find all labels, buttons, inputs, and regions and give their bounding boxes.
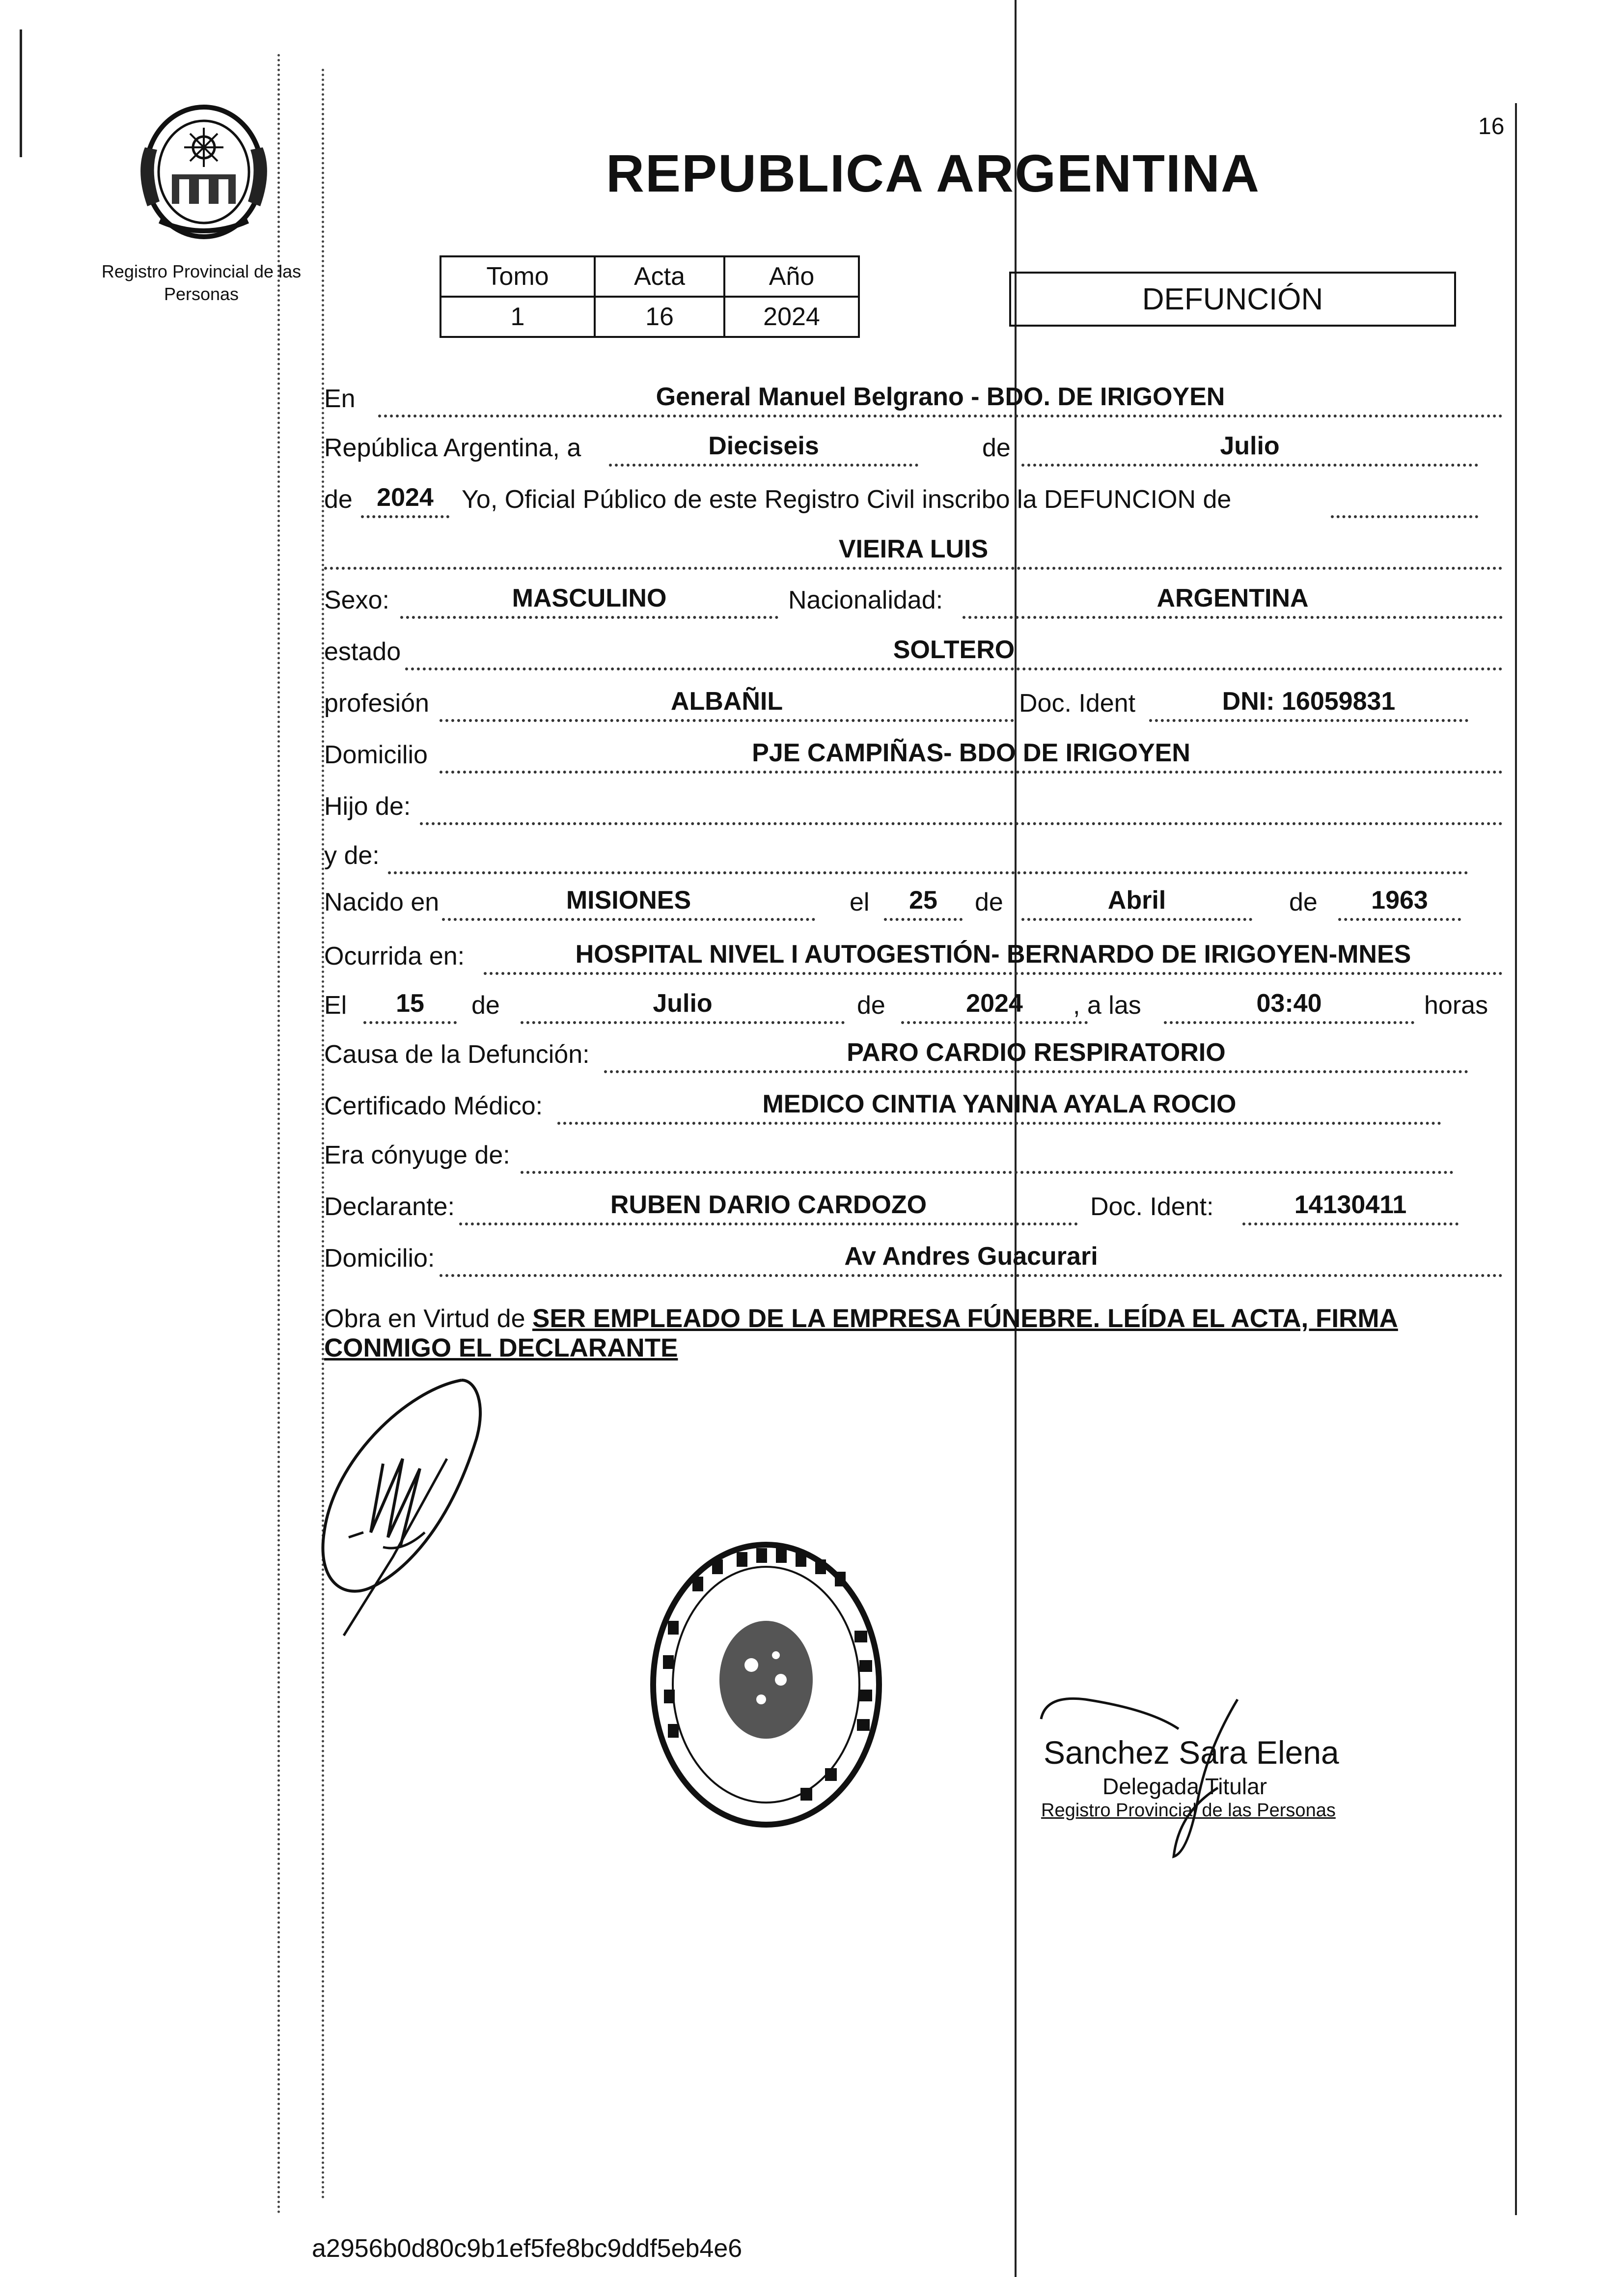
value-sexo: MASCULINO [400,583,778,619]
label-horas: horas [1424,991,1488,1020]
label-obra: Obra en Virtud de [324,1305,525,1333]
row-deceased [314,530,1503,575]
label-causa: Causa de la Defunción: [324,1040,590,1069]
label-de: de [982,434,1011,462]
row-declarante [314,1186,1503,1230]
label-birth-de: de [975,888,1003,916]
dots-conyuge [521,1171,1454,1174]
label-doc-ident: Doc. Ident [1019,689,1136,718]
value-nacido-en: MISIONES [442,886,815,921]
label-domicilio2: Domicilio: [324,1244,435,1273]
official-text: Yo, Oficial Público de este Registro Civil inscribo la DEFUNCION de [462,485,1232,514]
value-certificado: MEDICO CINTIA YANINA AYALA ROCIO [557,1089,1441,1125]
label-el: el [850,888,870,916]
label-year-prefix: de [324,485,353,514]
label-estado: estado [324,638,401,666]
document-hash: a2956b0d80c9b1ef5fe8bc9ddf5eb4e6 [312,2234,743,2263]
label-conyuge: Era cónyuge de: [324,1141,510,1169]
row-ocurrida [314,936,1503,980]
label-nacido-en: Nacido en [324,888,440,916]
label-hijo-de: Hijo de: [324,792,411,821]
value-obra-2: CONMIGO EL DECLARANTE [324,1333,678,1362]
label-republica: República Argentina, a [324,434,581,462]
row-domicilio2 [314,1238,1503,1282]
value-tomo: 1 [440,297,595,337]
value-place: General Manuel Belgrano - BDO. DE IRIGOYEN [378,382,1503,417]
value-declarante: RUBEN DARIO CARDOZO [459,1190,1078,1225]
value-acta: 16 [595,297,724,337]
dots-hijo-de [420,822,1503,825]
value-birth-month: Abril [1021,886,1252,921]
value-death-year: 2024 [901,989,1088,1024]
header-acta: Acta [595,256,724,297]
scan-line-left [277,54,280,2215]
value-profesion: ALBAÑIL [440,687,1014,722]
official-role: Delegada Titular [1102,1774,1267,1799]
label-domicilio: Domicilio [324,741,428,769]
label-el2: El [324,991,347,1020]
value-domicilio2: Av Andres Guacurari [440,1242,1503,1277]
value-domicilio: PJE CAMPIÑAS- BDO DE IRIGOYEN [440,738,1503,774]
provincial-crest-icon [130,93,277,250]
label-declarante: Declarante: [324,1193,455,1221]
scan-edge-left [20,29,22,157]
value-obra-1: SER EMPLEADO DE LA EMPRESA FÚNEBRE. LEÍDA EL ACTA, FIRMA [532,1304,1398,1333]
row-causa [314,1034,1503,1078]
row-sexo [314,580,1503,624]
row-certificado [314,1085,1503,1130]
page-number: 16 [1478,113,1505,139]
value-doc-ident: DNI: 16059831 [1149,687,1468,722]
label-sexo: Sexo: [324,586,389,614]
label-death-de2: de [857,991,885,1020]
row-en [314,378,1503,422]
registry-name: Registro Provincial de las Personas [101,261,302,304]
row-estado [314,631,1503,675]
value-nacionalidad: ARGENTINA [963,583,1503,619]
label-ocurrida: Ocurrida en: [324,942,465,971]
value-anio: 2024 [724,297,859,337]
scan-line-right [1515,103,1517,2215]
value-death-day: 15 [363,989,457,1024]
label-birth-de2: de [1289,888,1318,916]
value-declarante-doc: 14130411 [1242,1190,1459,1225]
header-anio: Año [724,256,859,297]
label-declarante-doc: Doc. Ident: [1090,1193,1214,1221]
label-profesion: profesión [324,689,429,718]
dots-official [1331,515,1478,518]
row-death-date [314,985,1503,1029]
label-y-de: y de: [324,841,380,870]
label-death-de: de [471,991,500,1020]
row-profesion [314,683,1503,727]
value-birth-year: 1963 [1338,886,1461,921]
value-year: 2024 [361,483,449,518]
official-name: Sanchez Sara Elena [1044,1734,1339,1771]
value-birth-day: 25 [884,886,963,921]
official-seal-icon [638,1532,894,1837]
row-domicilio [314,734,1503,778]
value-causa: PARO CARDIO RESPIRATORIO [604,1038,1468,1073]
label-nacionalidad: Nacionalidad: [788,586,943,614]
value-deceased-name: VIEIRA LUIS [324,534,1503,570]
record-type: DEFUNCIÓN [1009,272,1456,327]
row-conyuge [314,1135,1503,1179]
row-nacido [314,882,1503,926]
row-obra [324,1304,1513,1363]
row-date [314,427,1503,472]
handwritten-signature-icon [314,1370,550,1645]
row-official [314,479,1503,523]
record-table [440,255,860,338]
row-hijo-de [314,786,1503,830]
value-month: Julio [1021,431,1478,467]
label-a-las: , a las [1073,991,1141,1020]
value-estado: SOLTERO [405,635,1503,670]
value-ocurrida: HOSPITAL NIVEL I AUTOGESTIÓN- BERNARDO DE IRIGOYEN-MNES [484,940,1503,975]
country-title: REPUBLICA ARGENTINA [606,143,1260,203]
value-day-word: Dieciseis [609,431,918,467]
label-en: En [324,385,356,413]
value-death-time: 03:40 [1164,989,1414,1024]
value-death-month: Julio [521,989,845,1024]
header-tomo: Tomo [440,256,595,297]
official-org: Registro Provincial de las Personas [1041,1800,1336,1821]
row-y-de [314,835,1503,879]
dots-y-de [388,871,1468,874]
label-certificado: Certificado Médico: [324,1092,543,1120]
